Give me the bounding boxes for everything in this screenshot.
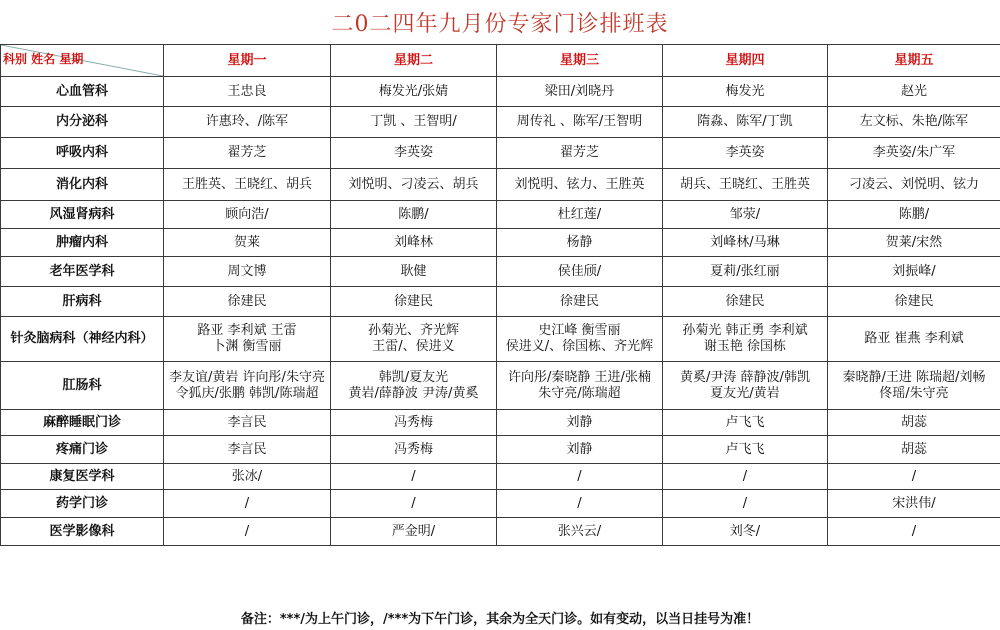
doctor-names: 令狐庆/张鹏 韩凯/陈瑞超 bbox=[175, 385, 319, 401]
schedule-body bbox=[1, 77, 1000, 546]
footnote: 备注：***/为上午门诊，/***为下午门诊，其余为全天门诊。如有变动，以当日挂号为准！ bbox=[240, 612, 760, 627]
schedule-cell bbox=[331, 169, 497, 201]
department-cell: 内分泌科 bbox=[1, 107, 164, 138]
doctor-names: 李英姿 bbox=[725, 145, 765, 160]
table-row bbox=[1, 107, 1000, 138]
table-row bbox=[1, 229, 1000, 257]
doctor-names: 梁田/刘晓丹 bbox=[544, 83, 615, 99]
doctor-names: 胡蕊 bbox=[900, 414, 927, 430]
schedule-cell bbox=[663, 317, 828, 362]
schedule-cell bbox=[828, 287, 1000, 317]
doctor-names: 路亚 李利斌 王雷 bbox=[197, 323, 297, 338]
schedule-cell bbox=[497, 490, 663, 518]
doctor-names: 宋洪伟/ bbox=[892, 495, 936, 511]
doctor-names: 陈鹏/ bbox=[398, 206, 429, 222]
schedule-cell bbox=[497, 107, 663, 138]
doctor-names: 左文标、朱艳/陈军 bbox=[859, 114, 969, 129]
doctor-names: / bbox=[742, 468, 748, 484]
doctor-names: 卢飞飞 bbox=[725, 414, 765, 430]
doctor-names: 刁凌云、刘悦明、铉力 bbox=[848, 176, 979, 192]
doctor-names: 朱守亮/陈瑞超 bbox=[538, 385, 621, 401]
doctor-names: / bbox=[577, 468, 582, 484]
doctor-names: 秦晓静/王进 陈瑞超/刘畅 bbox=[842, 369, 986, 385]
doctor-names: 梅发光 bbox=[725, 83, 765, 99]
schedule-cell bbox=[663, 107, 828, 138]
schedule-cell bbox=[663, 169, 828, 201]
department-cell: 麻醉睡眠门诊 bbox=[1, 410, 164, 436]
doctor-names: 许向彤/秦晓静 王进/张楠 bbox=[508, 369, 651, 385]
doctor-names: 侯进义/、徐国栋、齐光辉 bbox=[505, 339, 654, 354]
table-row bbox=[1, 317, 1000, 362]
schedule-cell bbox=[331, 138, 497, 169]
doctor-names: 张兴云/ bbox=[557, 523, 602, 539]
schedule-cell bbox=[828, 410, 1000, 436]
doctor-names: 周文博 bbox=[227, 263, 267, 279]
doctor-names: 卜渊 衡雪丽 bbox=[212, 339, 282, 354]
doctor-names: / bbox=[911, 468, 917, 484]
department-cell: 药学门诊 bbox=[1, 490, 164, 518]
schedule-cell bbox=[828, 201, 1000, 229]
doctor-names: 冯秀梅 bbox=[393, 414, 433, 430]
schedule-cell bbox=[828, 169, 1000, 201]
doctor-names: 贺莱 bbox=[233, 234, 260, 250]
schedule-table bbox=[0, 44, 1000, 546]
schedule-cell bbox=[828, 317, 1000, 362]
doctor-names: 张冰/ bbox=[231, 468, 263, 484]
doctor-names: 杨静 bbox=[566, 234, 593, 250]
doctor-names: 陈鹏/ bbox=[898, 206, 930, 222]
doctor-names: / bbox=[911, 523, 917, 539]
schedule-cell bbox=[331, 490, 497, 518]
doctor-names: 刘峰林/马琳 bbox=[710, 234, 780, 250]
department-cell: 肝病科 bbox=[1, 287, 164, 317]
doctor-names: 刘峰林 bbox=[393, 234, 433, 250]
department-cell: 心血管科 bbox=[1, 77, 164, 107]
schedule-cell bbox=[331, 257, 497, 287]
schedule-cell bbox=[828, 257, 1000, 287]
doctor-names: 贺莱/宋然 bbox=[885, 234, 943, 250]
table-row bbox=[1, 362, 1000, 410]
doctor-names: 黄奚/尹涛 薛静波/韩凯 bbox=[680, 369, 810, 385]
doctor-names: 夏友光/黄岩 bbox=[710, 385, 780, 401]
doctor-names: 徐建民 bbox=[725, 293, 765, 309]
schedule-cell bbox=[828, 464, 1000, 490]
doctor-names: 梅发光/张婧 bbox=[378, 83, 449, 99]
corner-label: 科别 姓名 星期 bbox=[3, 52, 84, 66]
doctor-names: 刘静 bbox=[566, 414, 593, 430]
table-row bbox=[1, 201, 1000, 229]
schedule-cell bbox=[331, 107, 497, 138]
department-cell: 老年医学科 bbox=[1, 257, 164, 287]
schedule-cell bbox=[497, 287, 663, 317]
schedule-cell bbox=[331, 362, 497, 410]
department-cell: 风湿肾病科 bbox=[1, 201, 164, 229]
doctor-names: 刘冬/ bbox=[729, 523, 761, 539]
doctor-names: 侯佳颀/ bbox=[557, 263, 602, 279]
doctor-names: 孙菊光、齐光辉 bbox=[367, 323, 459, 338]
schedule-cell bbox=[828, 138, 1000, 169]
schedule-cell bbox=[663, 436, 828, 464]
schedule-cell bbox=[663, 464, 828, 490]
doctor-names: 黄岩/薛静波 尹涛/黄奚 bbox=[348, 385, 479, 401]
doctor-names: 冯秀梅 bbox=[393, 441, 433, 457]
schedule-cell bbox=[828, 362, 1000, 410]
schedule-cell bbox=[497, 77, 663, 107]
doctor-names: 韩凯/夏友光 bbox=[378, 369, 449, 385]
schedule-cell bbox=[497, 362, 663, 410]
schedule-cell bbox=[663, 362, 828, 410]
schedule-cell bbox=[497, 317, 663, 362]
doctor-names: 李英姿 bbox=[393, 145, 433, 160]
schedule-cell bbox=[828, 107, 1000, 138]
schedule-cell bbox=[164, 362, 331, 410]
schedule-cell bbox=[663, 287, 828, 317]
schedule-cell bbox=[663, 77, 828, 107]
doctor-names: 卢飞飞 bbox=[725, 441, 765, 457]
day-header-wed: 星期三 bbox=[497, 45, 663, 77]
doctor-names: 杜红莲/ bbox=[557, 206, 602, 222]
doctor-names: / bbox=[411, 468, 416, 484]
schedule-cell bbox=[828, 490, 1000, 518]
schedule-cell bbox=[164, 436, 331, 464]
table-row bbox=[1, 518, 1000, 546]
schedule-cell bbox=[164, 518, 331, 546]
schedule-cell bbox=[497, 464, 663, 490]
table-row bbox=[1, 490, 1000, 518]
department-cell: 肛肠科 bbox=[1, 362, 164, 410]
schedule-cell bbox=[164, 410, 331, 436]
doctor-names: 李英姿/朱广军 bbox=[872, 145, 956, 160]
schedule-cell bbox=[331, 464, 497, 490]
doctor-names: 耿健 bbox=[400, 263, 427, 279]
schedule-cell bbox=[331, 436, 497, 464]
doctor-names: 翟芳芝 bbox=[227, 145, 267, 160]
doctor-names: 许惠玲、/陈军 bbox=[205, 114, 289, 129]
doctor-names: / bbox=[742, 495, 748, 511]
schedule-cell bbox=[828, 518, 1000, 546]
schedule-cell bbox=[663, 518, 828, 546]
schedule-cell bbox=[164, 229, 331, 257]
schedule-cell bbox=[663, 201, 828, 229]
table-row bbox=[1, 410, 1000, 436]
department-cell: 医学影像科 bbox=[1, 518, 164, 546]
schedule-cell bbox=[663, 229, 828, 257]
doctor-names: 佟瑶/朱守亮 bbox=[879, 385, 949, 401]
doctor-names: 翟芳芝 bbox=[559, 145, 599, 160]
department-cell: 消化内科 bbox=[1, 169, 164, 201]
schedule-cell bbox=[331, 317, 497, 362]
department-cell: 康复医学科 bbox=[1, 464, 164, 490]
doctor-names: / bbox=[577, 495, 582, 511]
day-header-mon: 星期一 bbox=[164, 45, 331, 77]
schedule-cell bbox=[164, 201, 331, 229]
doctor-names: 王忠良 bbox=[227, 83, 267, 99]
doctor-names: 夏莉/张红丽 bbox=[710, 263, 780, 279]
schedule-cell bbox=[164, 287, 331, 317]
schedule-cell bbox=[497, 229, 663, 257]
doctor-names: 赵光 bbox=[900, 83, 927, 99]
schedule-cell bbox=[164, 490, 331, 518]
schedule-cell bbox=[497, 410, 663, 436]
department-cell: 针灸脑病科（神经内科） bbox=[1, 317, 164, 362]
schedule-cell bbox=[497, 518, 663, 546]
doctor-names: 刘悦明、刁凌云、胡兵 bbox=[348, 176, 479, 192]
department-cell: 疼痛门诊 bbox=[1, 436, 164, 464]
doctor-names: 李言民 bbox=[227, 441, 267, 457]
table-row bbox=[1, 77, 1000, 107]
schedule-cell bbox=[331, 518, 497, 546]
doctor-names: 路亚 崔燕 李利斌 bbox=[864, 331, 964, 346]
corner-header bbox=[1, 45, 164, 77]
doctor-names: 胡兵、王晓红、王胜英 bbox=[679, 176, 810, 192]
schedule-cell bbox=[663, 257, 828, 287]
day-header-thu: 星期四 bbox=[663, 45, 828, 77]
schedule-cell bbox=[663, 490, 828, 518]
doctor-names: / bbox=[411, 495, 416, 511]
schedule-cell bbox=[164, 317, 331, 362]
doctor-names: 李言民 bbox=[227, 414, 267, 430]
schedule-cell bbox=[331, 201, 497, 229]
doctor-names: 隋淼、陈军/丁凯 bbox=[697, 114, 793, 129]
schedule-cell bbox=[497, 257, 663, 287]
doctor-names: 顾向浩/ bbox=[225, 206, 269, 222]
schedule-cell bbox=[164, 138, 331, 169]
schedule-cell bbox=[164, 464, 331, 490]
table-row bbox=[1, 436, 1000, 464]
doctor-names: 邹荥/ bbox=[729, 206, 761, 222]
doctor-names: 丁凯 、王智明/ bbox=[370, 114, 457, 129]
doctor-names: / bbox=[244, 523, 250, 539]
header-row bbox=[1, 45, 1000, 77]
schedule-cell bbox=[497, 169, 663, 201]
doctor-names: 谢玉艳 徐国栋 bbox=[703, 339, 787, 354]
doctor-names: 王雷/、侯进义 bbox=[372, 339, 455, 354]
doctor-names: 胡蕊 bbox=[900, 441, 927, 457]
doctor-names: 孙菊光 韩正勇 李利斌 bbox=[682, 323, 808, 338]
schedule-cell bbox=[497, 436, 663, 464]
schedule-cell bbox=[331, 229, 497, 257]
table-row bbox=[1, 138, 1000, 169]
doctor-names: 刘悦明、铉力、王胜英 bbox=[514, 176, 645, 192]
doctor-names: 严金明/ bbox=[391, 523, 436, 539]
doctor-names: 徐建民 bbox=[559, 293, 599, 309]
schedule-cell bbox=[497, 201, 663, 229]
doctor-names: 王胜英、王晓红、胡兵 bbox=[181, 176, 312, 192]
page-title: 二0二四年九月份专家门诊排班表 bbox=[331, 11, 669, 37]
schedule-cell bbox=[331, 287, 497, 317]
department-cell: 肿瘤内科 bbox=[1, 229, 164, 257]
schedule-cell bbox=[663, 138, 828, 169]
schedule-cell bbox=[164, 169, 331, 201]
schedule-cell bbox=[828, 77, 1000, 107]
doctor-names: 徐建民 bbox=[393, 293, 433, 309]
schedule-cell bbox=[828, 229, 1000, 257]
schedule-cell bbox=[164, 257, 331, 287]
doctor-names: / bbox=[244, 495, 250, 511]
schedule-cell bbox=[497, 138, 663, 169]
schedule-cell bbox=[164, 107, 331, 138]
doctor-names: 李友谊/黄岩 许向彤/朱守亮 bbox=[169, 369, 325, 385]
doctor-names: 刘静 bbox=[566, 441, 593, 457]
schedule-cell bbox=[663, 410, 828, 436]
schedule-cell bbox=[331, 77, 497, 107]
doctor-names: 徐建民 bbox=[894, 293, 934, 309]
doctor-names: 徐建民 bbox=[227, 293, 267, 309]
doctor-names: 刘振峰/ bbox=[892, 263, 936, 279]
day-header-tue: 星期二 bbox=[331, 45, 497, 77]
table-row bbox=[1, 169, 1000, 201]
table-row bbox=[1, 257, 1000, 287]
schedule-cell bbox=[828, 436, 1000, 464]
day-header-fri: 星期五 bbox=[828, 45, 1000, 77]
department-cell: 呼吸内科 bbox=[1, 138, 164, 169]
table-row bbox=[1, 287, 1000, 317]
doctor-names: 周传礼 、陈军/王智明 bbox=[516, 114, 643, 129]
table-row bbox=[1, 464, 1000, 490]
doctor-names: 史江峰 衡雪丽 bbox=[538, 323, 621, 338]
schedule-cell bbox=[164, 77, 331, 107]
schedule-cell bbox=[331, 410, 497, 436]
